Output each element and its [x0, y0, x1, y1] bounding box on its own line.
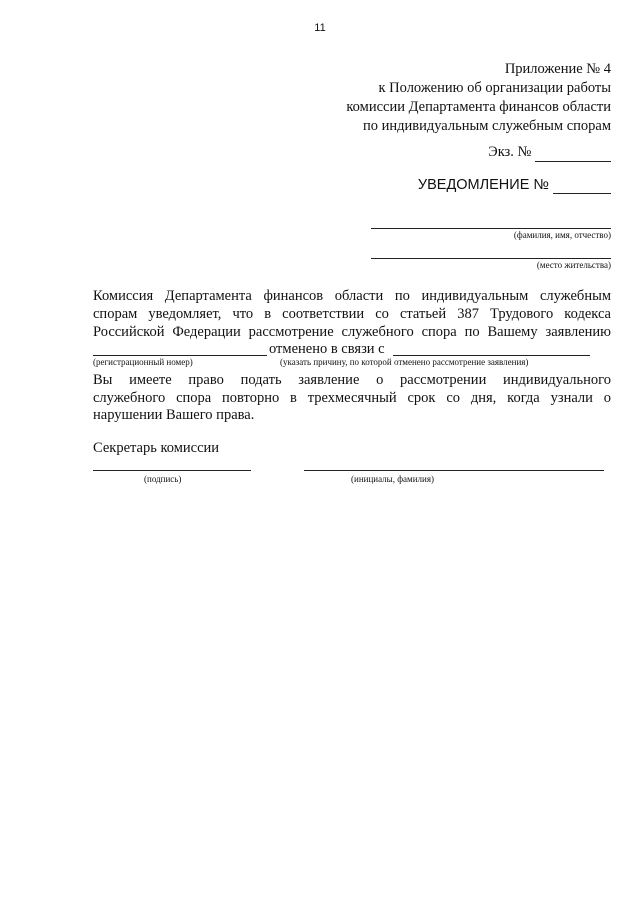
appendix-line-1: Приложение № 4	[504, 61, 611, 77]
signature-field[interactable]	[93, 470, 251, 471]
body-line-7: нарушении Вашего права.	[93, 407, 255, 423]
copy-label: Экз. №	[488, 144, 532, 160]
notice-title	[418, 177, 611, 194]
secretary-label: Секретарь комиссии	[93, 440, 220, 456]
cancellation-reason-caption: (указать причину, по которой отменено рассмотрение заявления)	[280, 357, 529, 367]
signature-caption: (подпись)	[144, 474, 182, 484]
appendix-line-2: к Положению об организации работы	[378, 80, 611, 96]
body-line-6: служебного спора повторно в трехмесячный срок со дня, когда узнали о	[93, 390, 611, 406]
recipient-name-field[interactable]	[371, 228, 611, 229]
copy-number	[488, 144, 611, 162]
page-number: 11	[314, 22, 326, 34]
body-line-1: Комиссия Департамента финансов области по индивидуальным служебным	[93, 288, 611, 304]
registration-number-field[interactable]	[93, 355, 267, 356]
cancellation-reason-field[interactable]	[393, 355, 590, 356]
notice-number-field[interactable]	[553, 177, 611, 194]
body-line-2: спорам уведомляет, что в соответствии со статьей 387 Трудового кодекса	[93, 306, 611, 322]
initials-field[interactable]	[304, 470, 604, 471]
body-line-3: Российской Федерации рассмотрение служебного спора по Вашему заявлению	[93, 324, 611, 340]
notice-title-text: УВЕДОМЛЕНИЕ №	[417, 177, 549, 193]
recipient-address-field[interactable]	[371, 258, 611, 259]
recipient-address-caption: (место жительства)	[536, 260, 611, 270]
recipient-name-caption: (фамилия, имя, отчество)	[513, 230, 611, 240]
copy-number-field[interactable]	[535, 144, 611, 162]
body-line-4-text: отменено в связи с	[269, 341, 385, 357]
initials-caption: (инициалы, фамилия)	[351, 474, 434, 484]
appendix-header	[346, 60, 611, 136]
registration-number-caption: (регистрационный номер)	[93, 357, 193, 367]
appendix-line-3: комиссии Департамента финансов области	[346, 99, 611, 115]
body-line-5: Вы имеете право подать заявление о рассмотрении индивидуального	[93, 372, 611, 388]
appendix-line-4: по индивидуальным служебным спорам	[362, 118, 611, 134]
